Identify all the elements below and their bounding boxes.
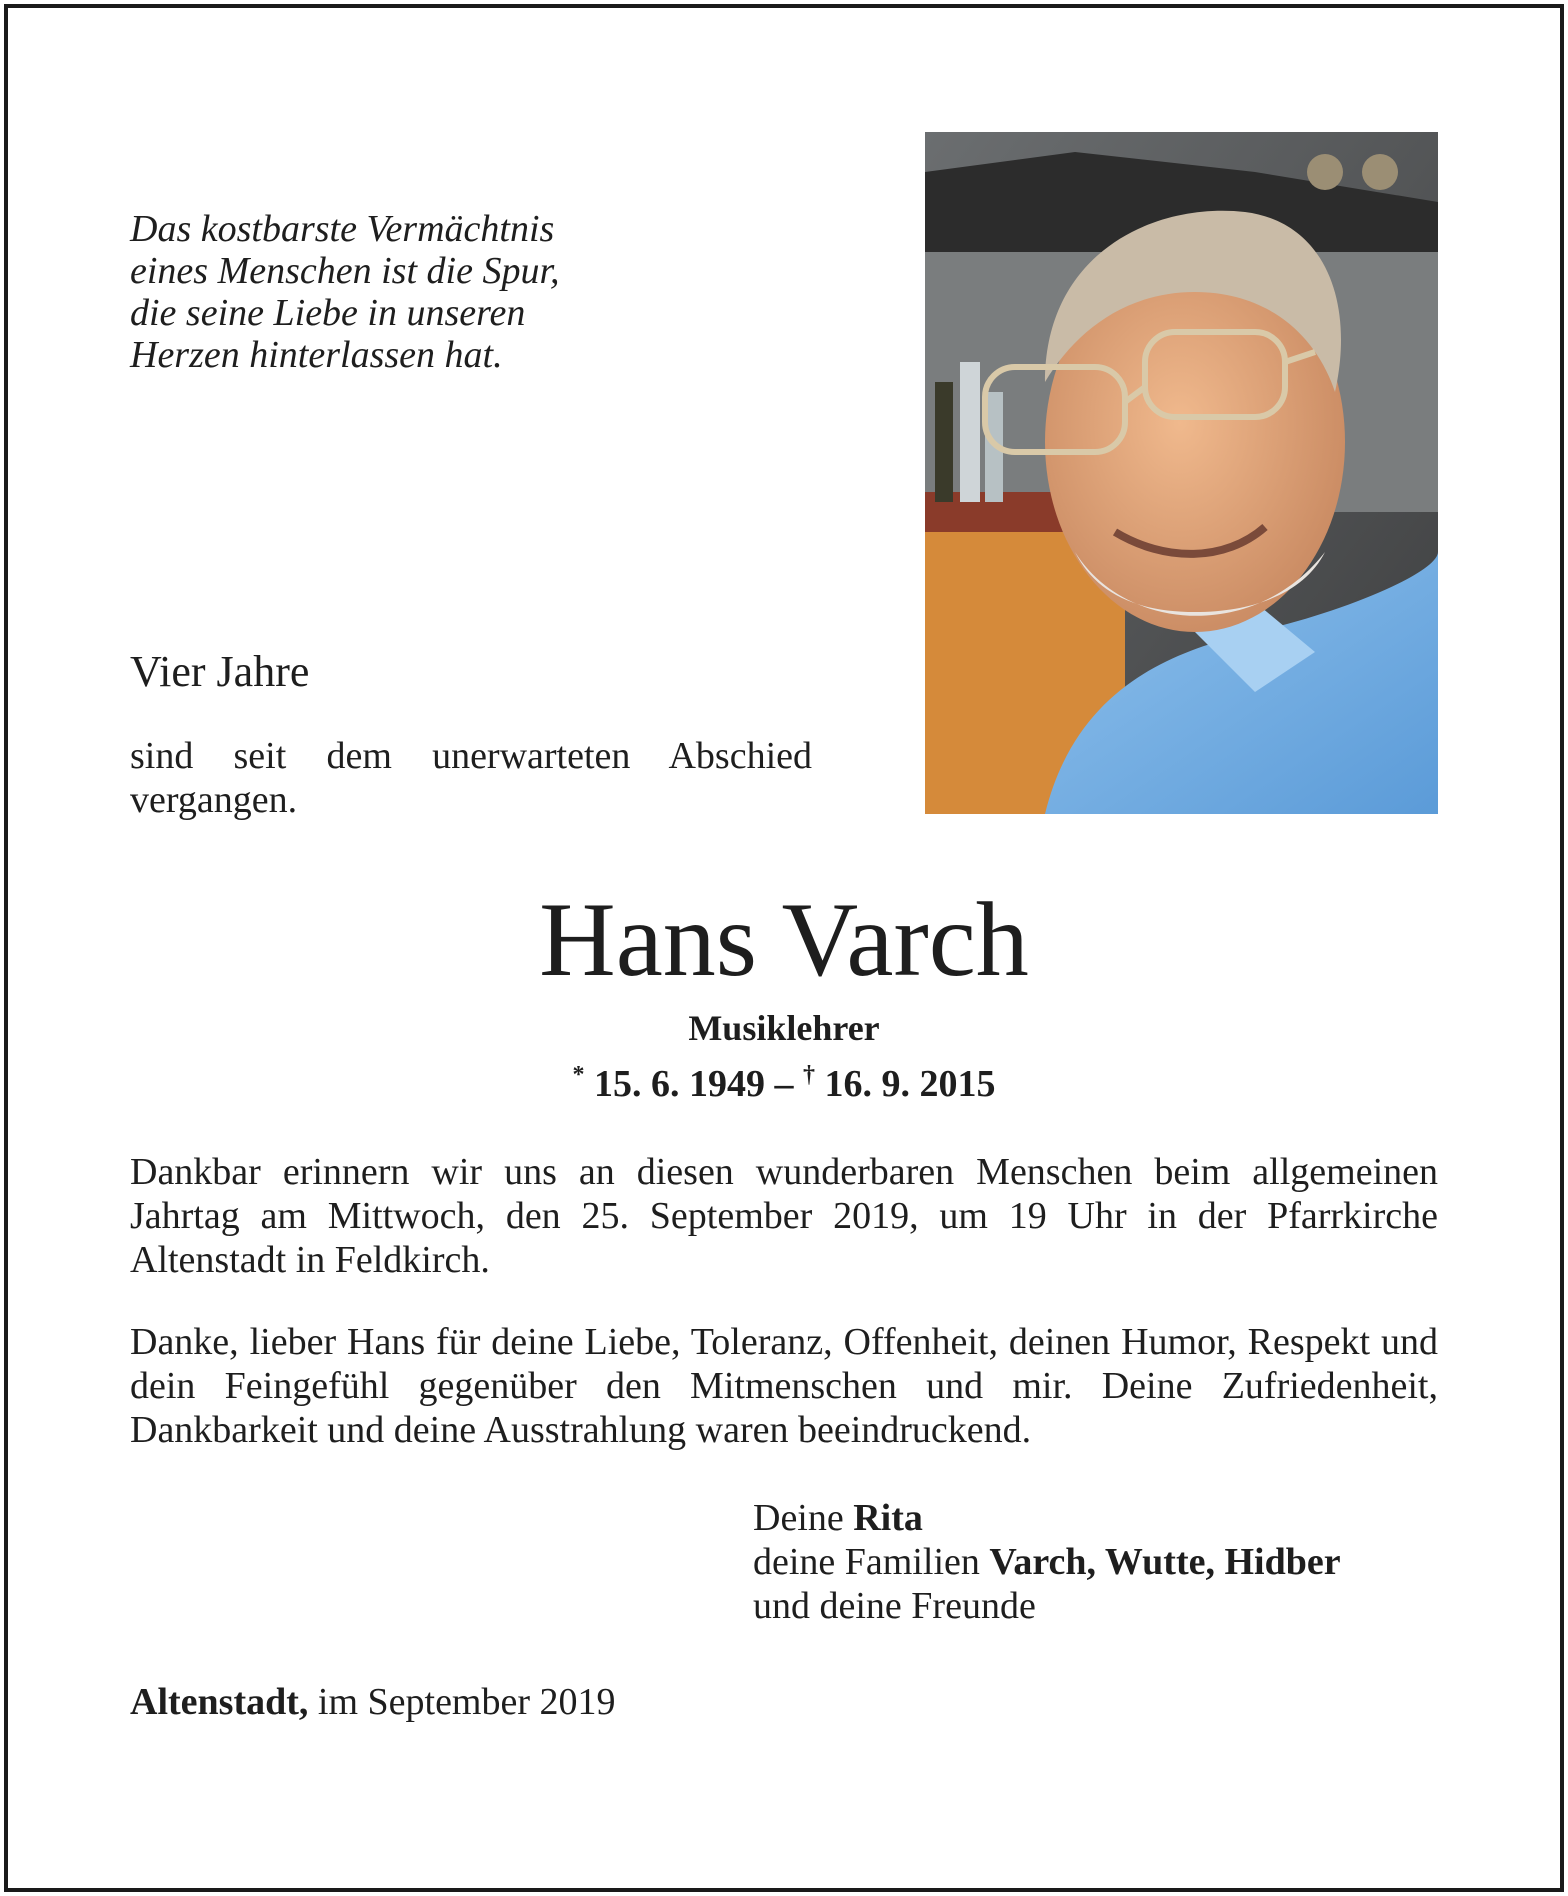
place-name: Altenstadt, — [130, 1681, 309, 1723]
anniversary-title: Vier Jahre — [130, 647, 310, 696]
signature-prefix: deine Familien — [753, 1541, 980, 1583]
date-text: im September 2019 — [317, 1681, 616, 1723]
memorial-paragraph: Dankbar erinnern wir uns an diesen wunderbaren Menschen beim allgemeinen Jahrtag am Mittwoch, den 25. September 2019, um 19 Uhr in der Pfarrkirche Altenstadt in Feldkirch. — [130, 1151, 1438, 1281]
signature-line — [753, 1540, 1341, 1584]
birth-symbol: * — [572, 1062, 585, 1088]
signature-line: und deine Freunde — [753, 1585, 1036, 1627]
quote-block — [130, 208, 650, 376]
anniversary-text: sind seit dem unerwarteten Abschied vergangen. — [130, 735, 812, 821]
thanks-paragraph: Danke, lieber Hans für deine Liebe, Toleranz, Offenheit, deinen Humor, Respekt und dein Feingefühl gegenüber den Mitmenschen und mir. Deine Zufriedenheit, Dankbarkeit und deine Ausstrahlung waren beeindruckend. — [130, 1321, 1438, 1451]
signature-block — [753, 1496, 1341, 1628]
quote-line: Das kostbarste Vermächtnis — [130, 208, 555, 250]
deceased-name: Hans Varch — [539, 881, 1029, 998]
signature-families: Varch, Wutte, Hidber — [989, 1541, 1341, 1583]
death-symbol: † — [803, 1062, 815, 1088]
date-separator: – — [774, 1063, 794, 1105]
quote-line: eines Menschen ist die Spur, — [130, 250, 560, 292]
place-date — [130, 1680, 616, 1724]
portrait-photo — [925, 132, 1438, 814]
quote-line: Herzen hinterlassen hat. — [130, 334, 503, 376]
quote-line: die seine Liebe in unseren — [130, 292, 526, 334]
signature-name: Rita — [853, 1497, 923, 1539]
portrait-photo-icon — [925, 132, 1438, 814]
deceased-profession: Musiklehrer — [688, 1008, 880, 1048]
signature-line — [753, 1496, 1341, 1540]
signature-prefix: Deine — [753, 1497, 844, 1539]
birth-date: 15. 6. 1949 — [594, 1063, 765, 1105]
death-date: 16. 9. 2015 — [824, 1063, 996, 1105]
life-dates — [0, 1052, 1568, 1107]
